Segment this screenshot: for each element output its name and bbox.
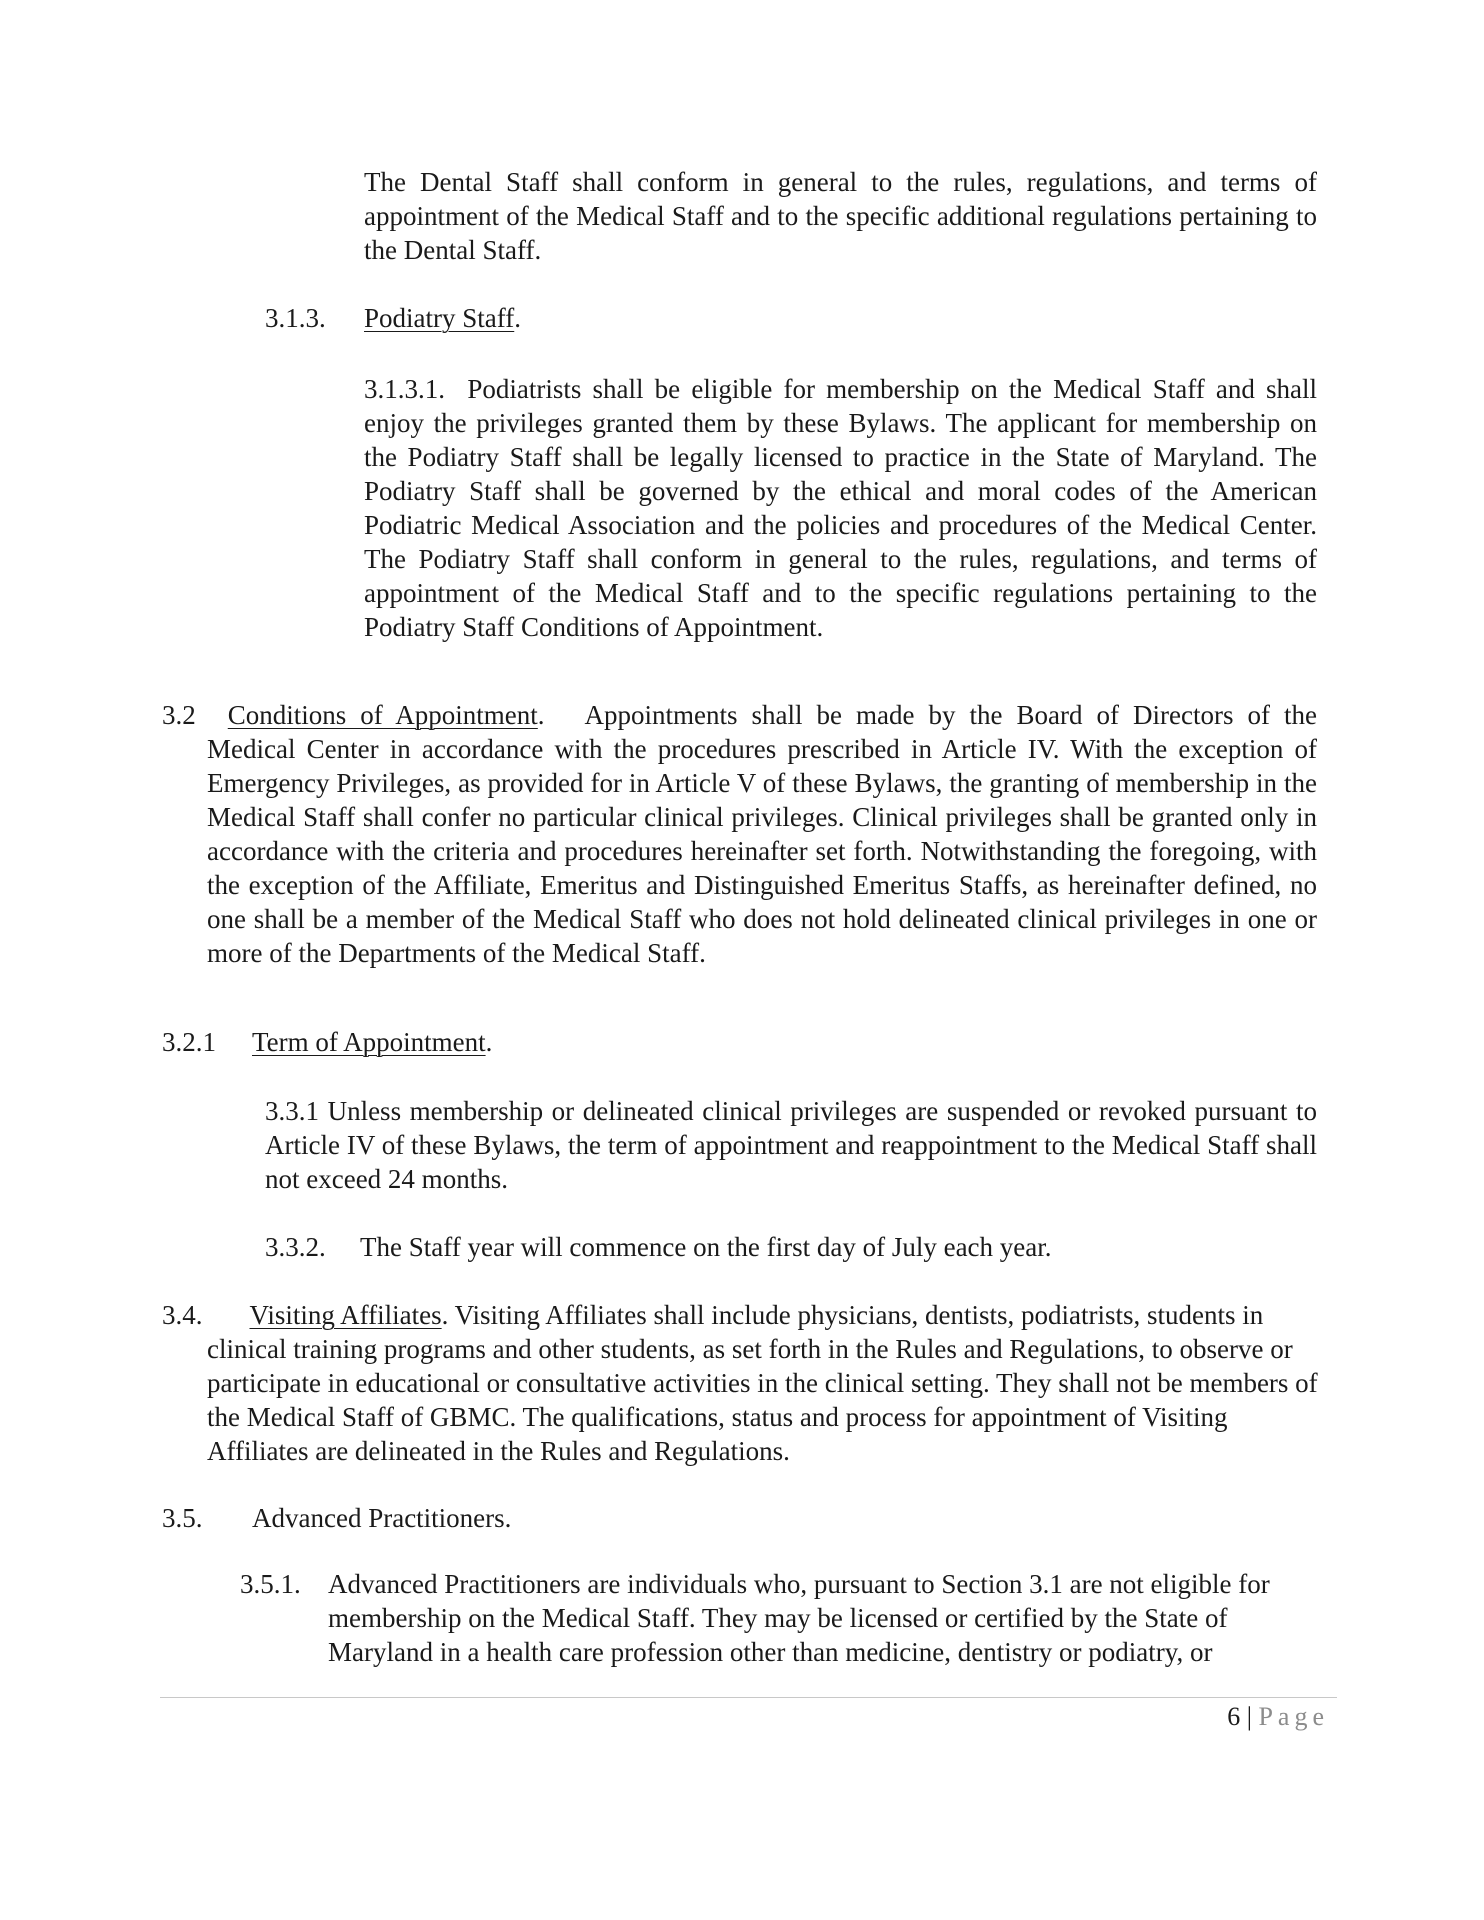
section-title: Conditions of Appointment bbox=[227, 700, 538, 730]
section-3-2-1-heading bbox=[162, 1025, 1162, 1059]
section-3-3-2-paragraph bbox=[265, 1230, 1317, 1264]
section-3-3-1-paragraph bbox=[265, 1094, 1317, 1196]
title-punct: . bbox=[537, 700, 545, 730]
section-number: 3.2.1 bbox=[162, 1027, 216, 1057]
title-punct: . bbox=[485, 1027, 493, 1057]
section-number: 3.4. bbox=[162, 1300, 203, 1330]
section-title: Advanced Practitioners. bbox=[252, 1503, 512, 1533]
section-3-1-3-1-paragraph bbox=[364, 372, 1317, 644]
section-number: 3.2 bbox=[162, 700, 196, 730]
dental-staff-text: The Dental Staff shall conform in general to the rules, regulations, and terms of appointment of the Medical Staff and to the specific additional regulations pertaining to the Dental Staff. bbox=[364, 167, 1317, 265]
section-number: 3.1.3. bbox=[265, 303, 326, 333]
page-label: Page bbox=[1258, 1702, 1329, 1731]
section-text: Podiatrists shall be eligible for membership on the Medical Staff and shall enjoy the privileges granted them by these Bylaws. The applicant for membership on the Podiatry Staff shall be legally licensed to practice in the State of Maryland. The Podiatry Staff shall be governed by the ethical and moral codes of the American Podiatric Medical Association and the policies and procedures of the Medical Center. The Podiatry Staff shall conform in general to the rules, regulations, and terms of appointment of the Medical Staff and to the specific regulations pertaining to the Podiatry Staff Conditions of Appointment. bbox=[364, 374, 1318, 642]
section-title: Term of Appointment bbox=[252, 1027, 486, 1057]
page-footer bbox=[1227, 1700, 1329, 1734]
section-text: Unless membership or delineated clinical privileges are suspended or revoked pursuant to Article IV of these Bylaws, the term of appointment and reappointment to the Medical Staff shall not exceed 24 months. bbox=[265, 1096, 1317, 1194]
title-punct: . bbox=[441, 1300, 449, 1330]
footer-divider bbox=[160, 1697, 1337, 1698]
section-title: Podiatry Staff bbox=[364, 303, 515, 333]
section-text: Visiting Affiliates shall include physicians, dentists, podiatrists, students in clinical training programs and other students, as set forth in the Rules and Regulations, to observe or participate in educational or consultative activities in the clinical setting. They shall not be members of the Medical Staff of GBMC. The qualifications, status and process for appointment of Visiting Affiliates are delineated in the Rules and Regulations. bbox=[207, 1300, 1318, 1466]
footer-separator: | bbox=[1246, 1702, 1252, 1731]
section-number: 3.1.3.1. bbox=[364, 374, 445, 404]
section-3-5-1-text: Advanced Practitioners are individuals who, pursuant to Section 3.1 are not eligible for membership on the Medical Staff. They may be licensed or certified by the State of Maryland in a health care profession other than medicine, dentistry or podiatry, or bbox=[328, 1569, 1270, 1667]
section-number: 3.5. bbox=[162, 1503, 203, 1533]
section-3-5-1-number: 3.5.1. bbox=[240, 1569, 301, 1599]
dental-staff-paragraph bbox=[364, 165, 1317, 267]
page-number: 6 bbox=[1227, 1702, 1241, 1731]
section-text: Appointments shall be made by the Board of Directors of the Medical Center in accordance with the procedures prescribed in Article IV. With the exception of Emergency Privileges, as provided for in Article V of these Bylaws, the granting of membership in the Medical Staff shall confer no particular clinical privileges. Clinical privileges shall be granted only in accordance with the criteria and procedures hereinafter set forth. Notwithstanding the foregoing, with the exception of the Affiliate, Emeritus and Distinguished Emeritus Staffs, as hereinafter defined, no one shall be a member of the Medical Staff who does not hold delineated clinical privileges in one or more of the Departments of the Medical Staff. bbox=[207, 700, 1318, 968]
title-punct: . bbox=[514, 303, 521, 333]
section-number: 3.3.1 bbox=[265, 1096, 319, 1126]
section-title: Visiting Affiliates bbox=[249, 1300, 442, 1330]
section-3-4-paragraph bbox=[162, 1298, 1322, 1468]
section-text: The Staff year will commence on the first day of July each year. bbox=[360, 1232, 1052, 1262]
section-number: 3.3.2. bbox=[265, 1232, 326, 1262]
section-3-2-paragraph bbox=[162, 698, 1318, 970]
section-3-1-3-heading bbox=[265, 301, 1265, 335]
section-3-5-heading bbox=[162, 1501, 1162, 1535]
